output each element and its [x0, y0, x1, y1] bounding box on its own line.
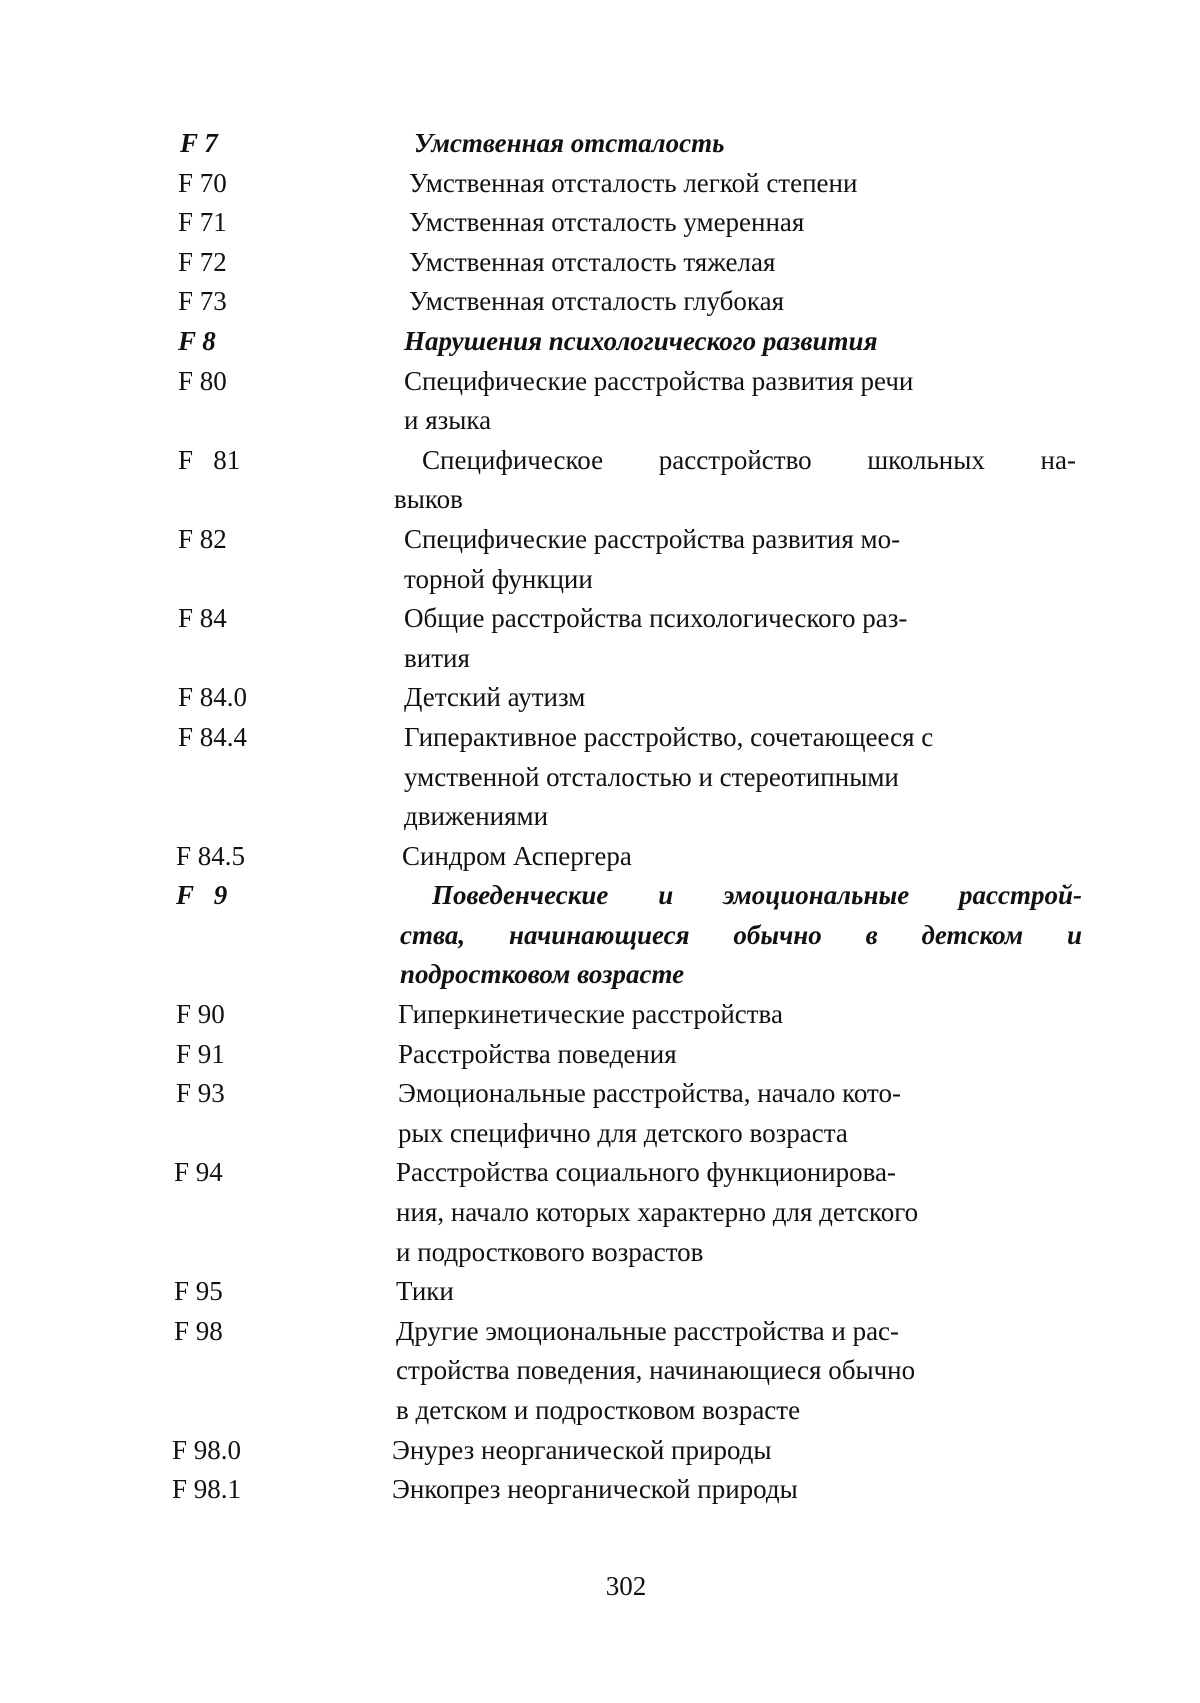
description-line: Нарушения психологического развития — [404, 325, 878, 356]
code-entry-row — [176, 203, 1084, 243]
description-line: стройства поведения, начинающиеся обычно — [396, 1355, 916, 1386]
description-line: Общие расстройства психологического раз- — [404, 603, 908, 634]
diagnosis-description — [404, 520, 1084, 599]
diagnosis-code: F 82 — [178, 523, 227, 554]
page-number: 302 — [605, 1571, 647, 1601]
diagnosis-description — [394, 441, 1076, 520]
description-line: и подросткового возрастов — [396, 1236, 704, 1267]
description-line: Энкопрез неорганической природы — [392, 1474, 798, 1505]
description-line: рых специфично для детского возраста — [398, 1117, 848, 1148]
diagnosis-description — [409, 243, 1084, 283]
diagnosis-code: F 91 — [176, 1038, 225, 1069]
description-line: ства, начинающиеся обычно в детском и — [400, 919, 1082, 950]
diagnosis-code: F 90 — [176, 999, 225, 1030]
diagnosis-code: F 98.0 — [172, 1434, 242, 1465]
description-line: Синдром Аспергера — [402, 840, 632, 871]
diagnosis-description — [414, 124, 1084, 164]
code-entry-row — [176, 678, 1084, 718]
diagnosis-description — [398, 1035, 1080, 1075]
description-line: Детский аутизм — [404, 682, 586, 713]
description-line: Специфические расстройства развития речи — [404, 365, 914, 396]
diagnosis-code: F 93 — [176, 1078, 225, 1109]
diagnosis-code: F 73 — [178, 286, 227, 317]
diagnosis-code: F 9 — [176, 880, 228, 911]
description-line: Расстройства поведения — [398, 1038, 677, 1069]
diagnosis-code: F 94 — [174, 1157, 223, 1188]
diagnosis-code: F 98 — [174, 1315, 223, 1346]
diagnosis-description — [404, 718, 1084, 837]
diagnosis-description — [404, 678, 1084, 718]
diagnosis-code: F 72 — [178, 246, 227, 277]
description-line: Умственная отсталость легкой степени — [409, 167, 858, 198]
code-entry-row — [176, 282, 1084, 322]
diagnosis-code: F 7 — [180, 128, 218, 158]
section-heading-row — [176, 124, 1084, 164]
diagnosis-code: F 80 — [178, 365, 227, 396]
description-line: в детском и подростковом возрасте — [396, 1395, 801, 1425]
diagnosis-description — [392, 1431, 1074, 1471]
description-line: Тики — [396, 1276, 454, 1307]
code-entry-row — [176, 718, 1084, 837]
code-entry-row — [176, 995, 1084, 1035]
code-entry-row — [176, 362, 1084, 441]
description-line: Энурез неорганической природы — [392, 1434, 772, 1465]
code-entry-row — [176, 520, 1084, 599]
description-line: выков — [394, 484, 463, 515]
diagnosis-description — [409, 282, 1084, 322]
diagnosis-description — [404, 362, 1084, 441]
description-line: Специфические расстройства развития мо- — [404, 523, 901, 554]
code-entry-row — [176, 243, 1084, 283]
diagnosis-description — [396, 1272, 1078, 1312]
diagnosis-code: F 84.0 — [178, 682, 248, 713]
code-entry-row — [176, 599, 1084, 678]
code-entry-row — [176, 441, 1084, 520]
diagnosis-description — [404, 322, 1084, 362]
description-line: движениями — [404, 801, 549, 832]
section-heading-row — [176, 876, 1084, 995]
diagnosis-code: F 98.1 — [172, 1474, 242, 1505]
diagnosis-code: F 84.5 — [176, 840, 246, 871]
code-entry-row — [176, 1035, 1084, 1075]
diagnosis-description — [400, 876, 1082, 995]
code-entry-row — [176, 164, 1084, 204]
diagnosis-description — [409, 203, 1084, 243]
diagnosis-description — [402, 837, 1084, 877]
diagnosis-code: F 84 — [178, 603, 227, 634]
description-line: подростковом возрасте — [400, 959, 685, 990]
code-entry-row — [176, 1272, 1084, 1312]
diagnosis-code: F 70 — [178, 167, 227, 198]
diagnosis-code: F 84.4 — [178, 721, 248, 752]
code-entry-row — [172, 1431, 1084, 1471]
description-line: Расстройства социального функционирова- — [396, 1157, 897, 1188]
description-line: ния, начало которых характерно для детского — [396, 1197, 919, 1228]
diagnosis-description — [392, 1470, 1074, 1510]
code-entry-row — [176, 837, 1084, 877]
icd-code-list — [172, 124, 1084, 1510]
description-line: Специфическое расстройство школьных на- — [422, 444, 1076, 475]
description-line: Умственная отсталость глубокая — [409, 286, 785, 317]
description-line: Умственная отсталость — [414, 128, 725, 158]
description-line: и языка — [404, 405, 492, 436]
diagnosis-description — [398, 995, 1080, 1035]
diagnosis-description — [396, 1312, 1078, 1431]
code-entry-row — [176, 1153, 1084, 1272]
section-heading-row — [176, 322, 1084, 362]
description-line: вития — [404, 642, 470, 673]
code-entry-row — [176, 1312, 1084, 1431]
code-entry-row — [172, 1470, 1084, 1510]
diagnosis-code: F 71 — [178, 207, 227, 238]
code-entry-row — [176, 1074, 1084, 1153]
diagnosis-code: F 81 — [178, 444, 241, 475]
description-line: Поведенческие и эмоциональные расстрой- — [432, 880, 1082, 911]
description-line: умственной отсталостью и стереотипными — [404, 761, 899, 792]
diagnosis-description — [409, 164, 1084, 204]
diagnosis-description — [396, 1153, 1078, 1272]
description-line: Умственная отсталость тяжелая — [409, 246, 776, 277]
description-line: Гиперактивное расстройство, сочетающееся с — [404, 721, 934, 752]
description-line: торной функции — [404, 563, 593, 594]
diagnosis-code: F 8 — [178, 325, 216, 356]
description-line: Умственная отсталость умеренная — [409, 207, 805, 238]
description-line: Гиперкинетические расстройства — [398, 999, 783, 1030]
description-line: Эмоциональные расстройства, начало кото- — [398, 1078, 901, 1109]
description-line: Другие эмоциональные расстройства и рас- — [396, 1315, 900, 1346]
diagnosis-code: F 95 — [174, 1276, 223, 1307]
diagnosis-description — [404, 599, 1084, 678]
diagnosis-description — [398, 1074, 1080, 1153]
